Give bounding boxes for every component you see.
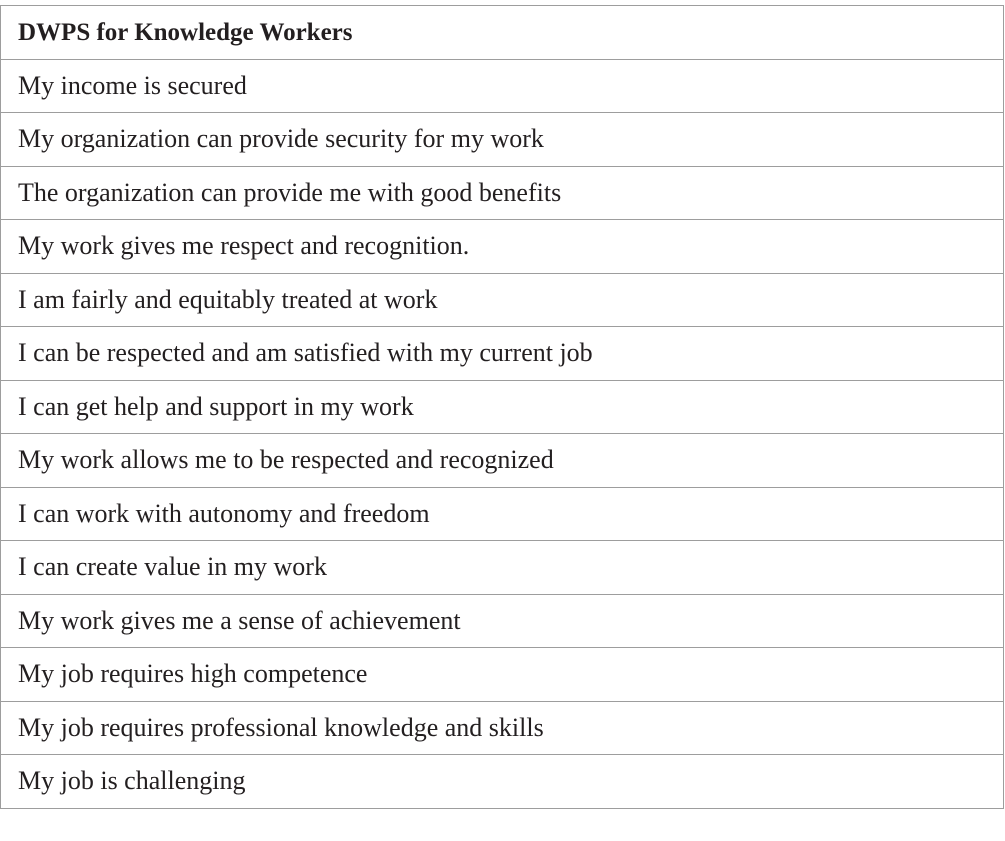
table-row (1, 380, 1004, 434)
table-cell: I can work with autonomy and freedom (1, 487, 1004, 541)
table-header-row (1, 6, 1004, 60)
table-row (1, 113, 1004, 167)
table-row (1, 755, 1004, 809)
table-cell: I can be respected and am satisfied with my current job (1, 327, 1004, 381)
table-cell: I can create value in my work (1, 541, 1004, 595)
dwps-table-container (0, 5, 1004, 809)
table-cell: I am fairly and equitably treated at work (1, 273, 1004, 327)
table-cell: The organization can provide me with good benefits (1, 166, 1004, 220)
table-row (1, 166, 1004, 220)
table-row (1, 487, 1004, 541)
table-cell: My organization can provide security for my work (1, 113, 1004, 167)
table-row (1, 701, 1004, 755)
table-row (1, 541, 1004, 595)
table-row (1, 59, 1004, 113)
dwps-table (0, 5, 1004, 809)
table-cell: My income is secured (1, 59, 1004, 113)
table-cell: My job is challenging (1, 755, 1004, 809)
table-header-cell: DWPS for Knowledge Workers (1, 6, 1004, 60)
table-cell: My work gives me a sense of achievement (1, 594, 1004, 648)
table-cell: My job requires high competence (1, 648, 1004, 702)
table-cell: My work gives me respect and recognition. (1, 220, 1004, 274)
table-cell: My work allows me to be respected and recognized (1, 434, 1004, 488)
table-row (1, 220, 1004, 274)
table-row (1, 273, 1004, 327)
table-cell: I can get help and support in my work (1, 380, 1004, 434)
table-row (1, 327, 1004, 381)
table-row (1, 648, 1004, 702)
table-row (1, 434, 1004, 488)
table-cell: My job requires professional knowledge and skills (1, 701, 1004, 755)
table-row (1, 594, 1004, 648)
